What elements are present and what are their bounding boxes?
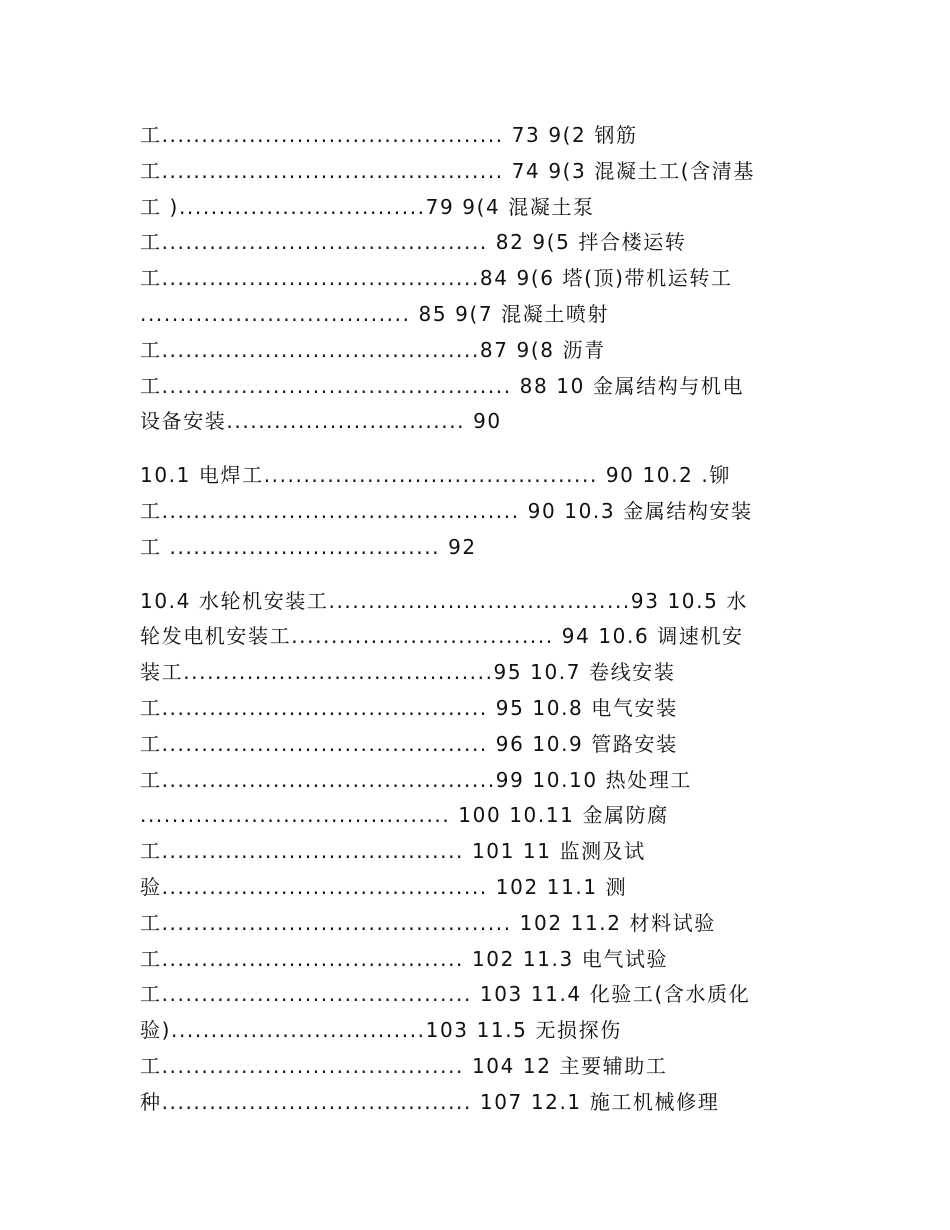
toc-entry: 工....................................... 103 11.4 化验工(含水质化 [140, 982, 751, 1007]
toc-entry: 工......................................... 82 9(5 拌合楼运转 [140, 230, 687, 255]
toc-entry: 种....................................... 107 12.1 施工机械修理 [140, 1089, 720, 1114]
toc-entry: 工...................................... 102 11.3 电气试验 [140, 946, 669, 971]
toc-entry: 工 .................................. 92 [140, 534, 477, 559]
toc-entry: 工 )...............................79 9(4 混凝土泵 [140, 194, 595, 219]
toc-entry: 工...................................... 104 12 主要辅助工 [140, 1053, 668, 1078]
toc-entry: 轮发电机安装工................................. 94 10.6 调速机安 [140, 624, 744, 649]
toc-entry: 工......................................... 95 10.8 电气安装 [140, 695, 678, 720]
toc-entry: 工..........................................99 10.10 热处理工 [140, 767, 693, 792]
toc-entry: 工...................................... 101 11 监测及试 [140, 839, 646, 864]
toc-block-3 [140, 584, 820, 1121]
toc-entry: 验)................................103 11.5 无损探伤 [140, 1018, 622, 1043]
toc-block-2 [140, 458, 820, 565]
table-of-contents [140, 118, 820, 1121]
toc-entry: 10.1 电焊工.......................................... 90 10.2 .铆 [140, 463, 731, 488]
toc-block-1 [140, 118, 820, 440]
toc-entry: 验......................................... 102 11.1 测 [140, 874, 628, 899]
toc-entry: ....................................... 100 10.11 金属防腐 [140, 803, 669, 828]
toc-entry: 工........................................87 9(8 沥青 [140, 337, 606, 362]
toc-entry: 工......................................... 96 10.9 管路安装 [140, 731, 678, 756]
toc-entry: 装工.......................................95 10.7 卷线安装 [140, 660, 676, 685]
toc-entry: 工............................................ 102 11.2 材料试验 [140, 910, 716, 935]
toc-entry: 工............................................. 90 10.3 金属结构安装 [140, 498, 753, 523]
toc-entry: 工........................................... 74 9(3 混凝土工(含清基 [140, 158, 755, 183]
toc-entry: 工............................................ 88 10 金属结构与机电 [140, 373, 745, 398]
toc-entry: 工........................................... 73 9(2 钢筋 [140, 123, 638, 147]
toc-entry: 工........................................84 9(6 塔(顶)带机运转工 [140, 266, 733, 291]
toc-entry: .................................. 85 9(7 混凝土喷射 [140, 301, 610, 326]
toc-entry: 10.4 水轮机安装工......................................93 10.5 水 [140, 588, 748, 613]
toc-entry: 设备安装.............................. 90 [140, 409, 502, 434]
